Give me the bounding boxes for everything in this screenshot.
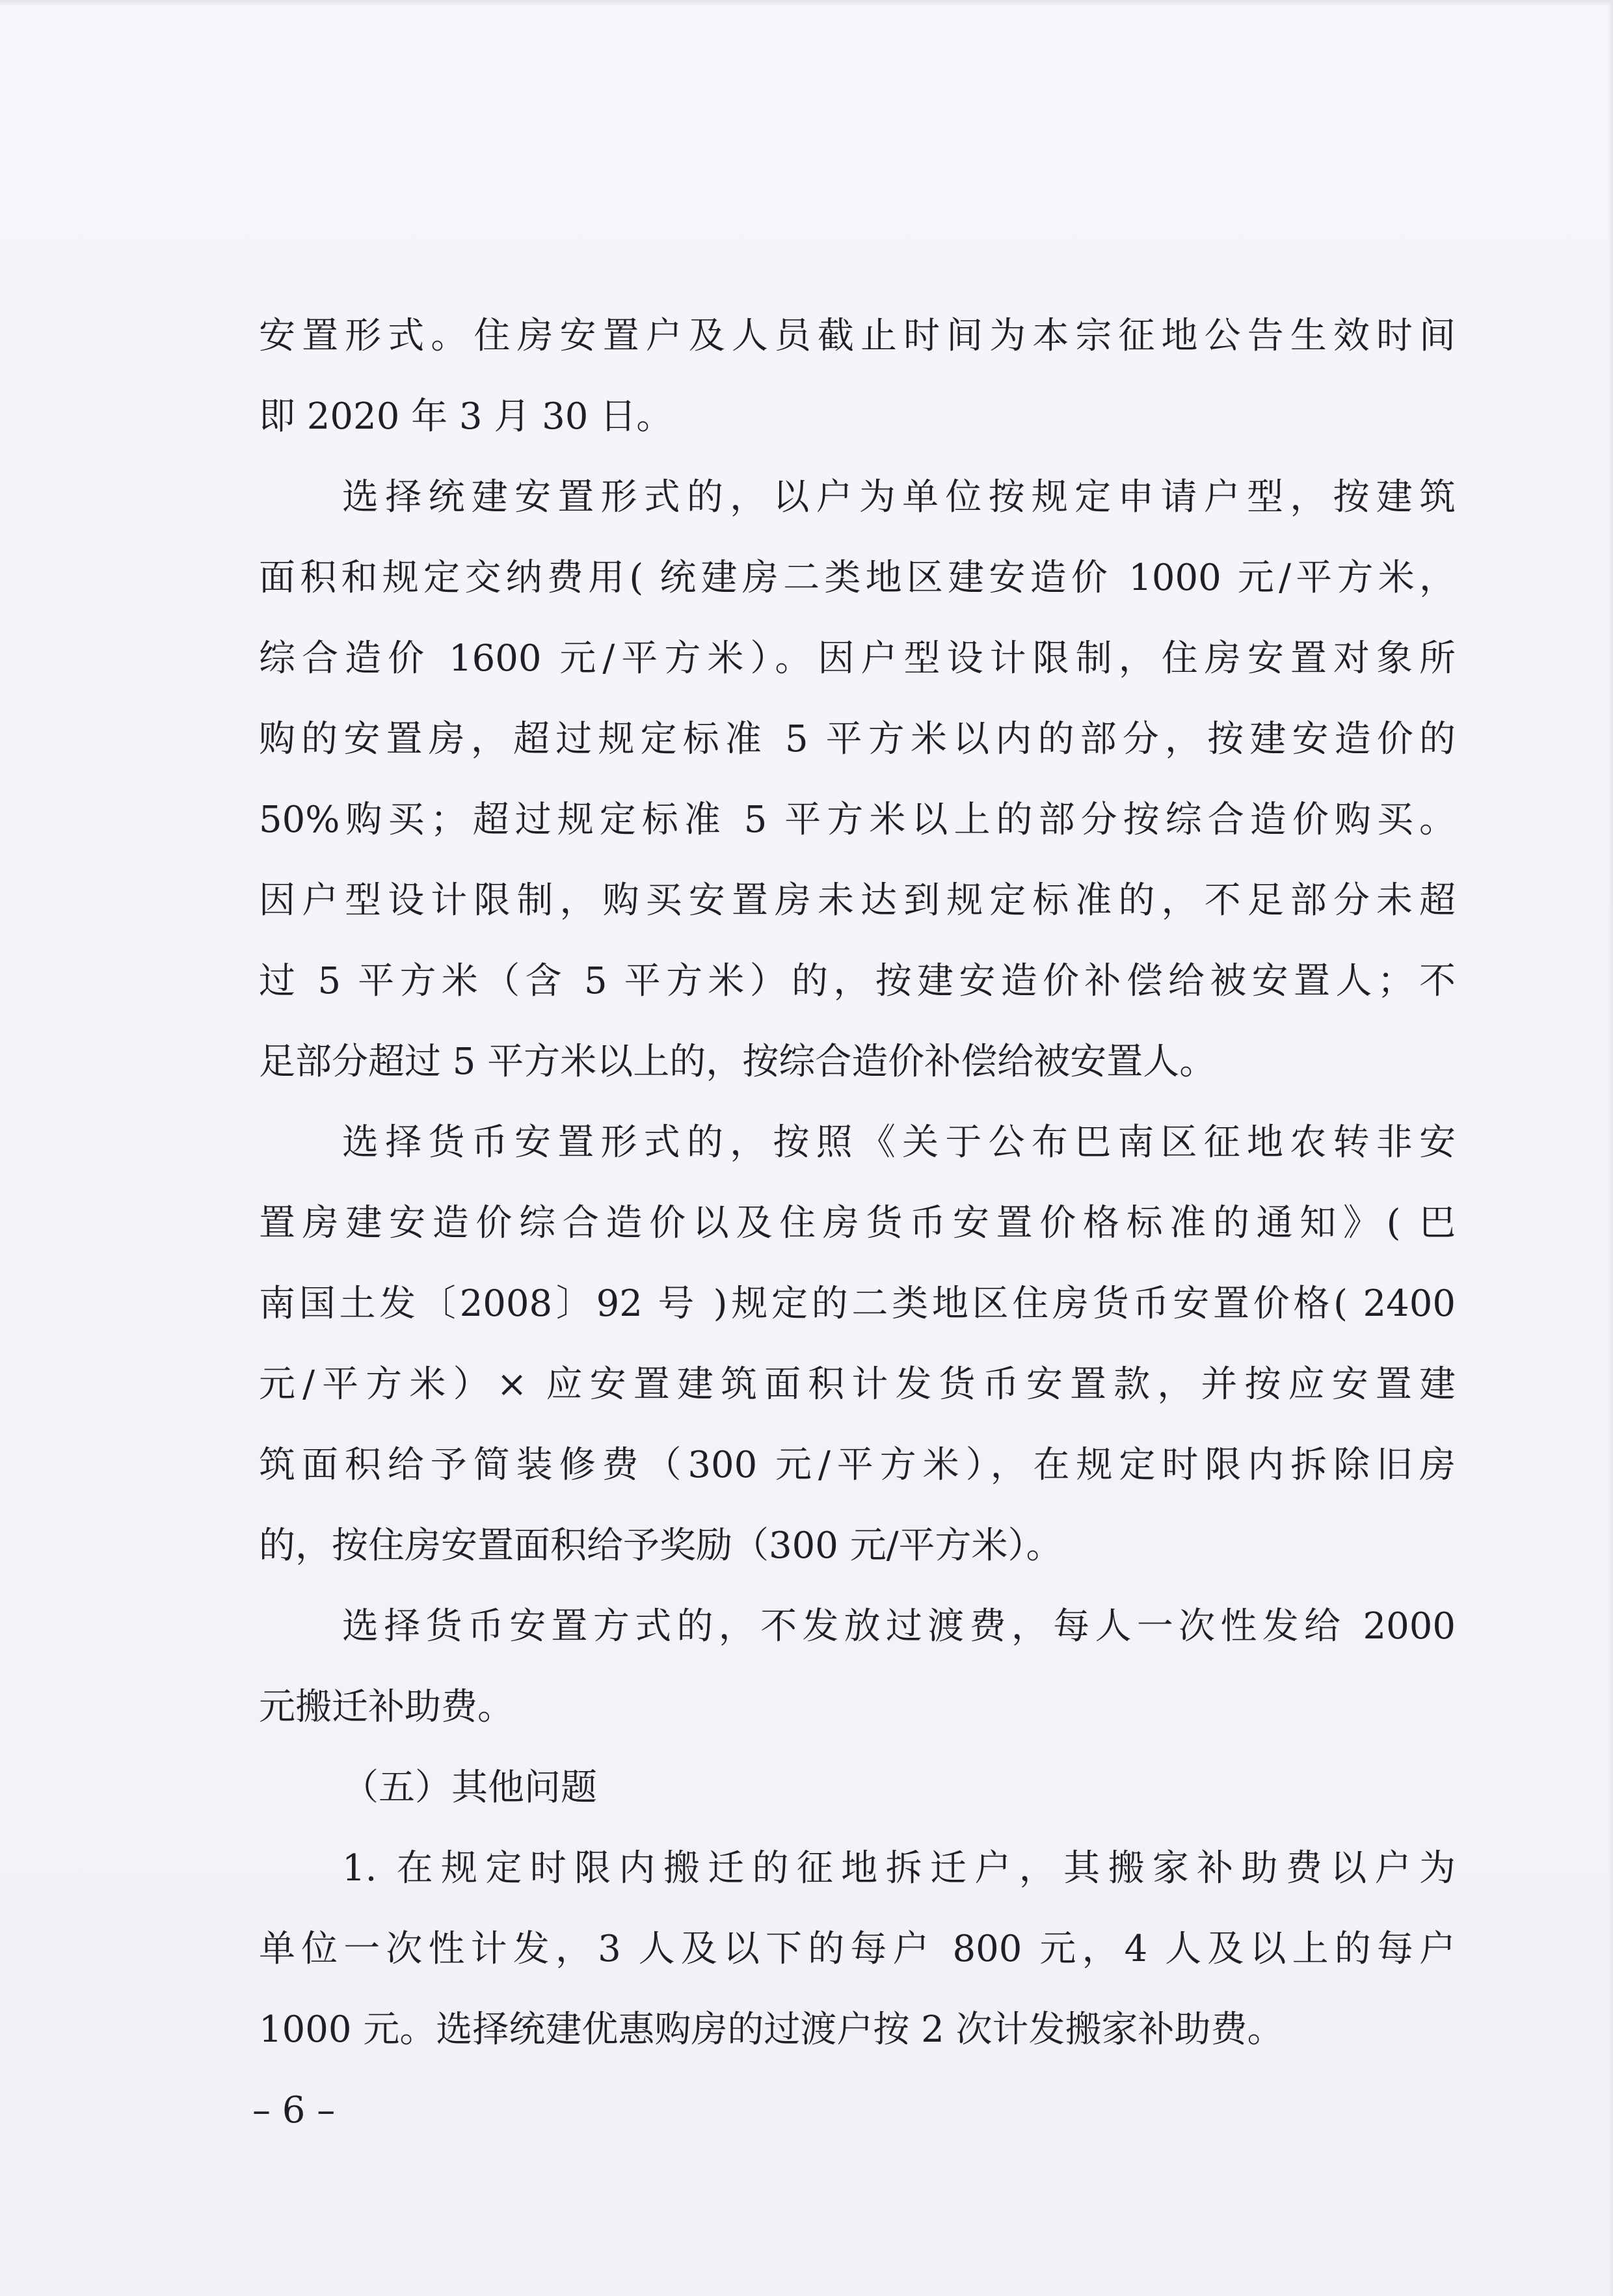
scan-edge-right: [1608, 0, 1613, 2296]
text-line: 选择统建安置形式的，以户为单位按规定申请户型，按建筑: [342, 476, 1456, 518]
scan-edge-top: [0, 0, 1613, 7]
text-line: 筑面积给予简装修费（300 元/平方米），在规定时限内拆除旧房: [259, 1444, 1456, 1486]
text-line: 购的安置房，超过规定标准 5 平方米以内的部分，按建安造价的: [259, 718, 1456, 760]
page-number: – 6 –: [252, 2089, 336, 2131]
text-line: 50%购买；超过规定标准 5 平方米以上的部分按综合造价购买。: [259, 799, 1456, 841]
text-line: 综合造价 1600 元/平方米）。因户型设计限制，住房安置对象所: [259, 637, 1456, 680]
text-line: 单位一次性计发，3 人及以下的每户 800 元，4 人及以上的每户: [259, 1928, 1456, 1970]
text-line: 置房建安造价综合造价以及住房货币安置价格标准的通知》( 巴: [259, 1202, 1456, 1244]
text-line: 南国土发〔2008〕92 号 )规定的二类地区住房货币安置价格( 2400: [259, 1283, 1456, 1325]
text-line: 即 2020 年 3 月 30 日。: [259, 395, 673, 438]
text-line: 元/平方米）× 应安置建筑面积计发货币安置款，并按应安置建: [259, 1363, 1456, 1406]
text-line: 选择货币安置形式的，按照《关于公布巴南区征地农转非安: [342, 1121, 1456, 1164]
text-line: 面积和规定交纳费用( 统建房二类地区建安造价 1000 元/平方米，: [259, 557, 1456, 599]
section-heading: （五）其他问题: [342, 1767, 597, 1809]
text-line: 安置形式。住房安置户及人员截止时间为本宗征地公告生效时间: [259, 315, 1456, 357]
text-line: 选择货币安置方式的，不发放过渡费，每人一次性发给 2000: [342, 1605, 1456, 1648]
text-line: 1000 元。选择统建优惠购房的过渡户按 2 次计发搬家补助费。: [259, 2009, 1284, 2051]
text-line: 过 5 平方米（含 5 平方米）的，按建安造价补偿给被安置人；不: [259, 960, 1456, 1002]
text-line: 1. 在规定时限内搬迁的征地拆迁户，其搬家补助费以户为: [342, 1847, 1456, 1889]
text-line: 因户型设计限制，购买安置房未达到规定标准的，不足部分未超: [259, 879, 1456, 922]
text-line: 的，按住房安置面积给予奖励（300 元/平方米）。: [259, 1525, 1063, 1567]
body-text: [259, 296, 1456, 2070]
text-line: 足部分超过 5 平方米以上的，按综合造价补偿给被安置人。: [259, 1041, 1216, 1083]
text-line: 元搬迁补助费。: [259, 1686, 514, 1728]
